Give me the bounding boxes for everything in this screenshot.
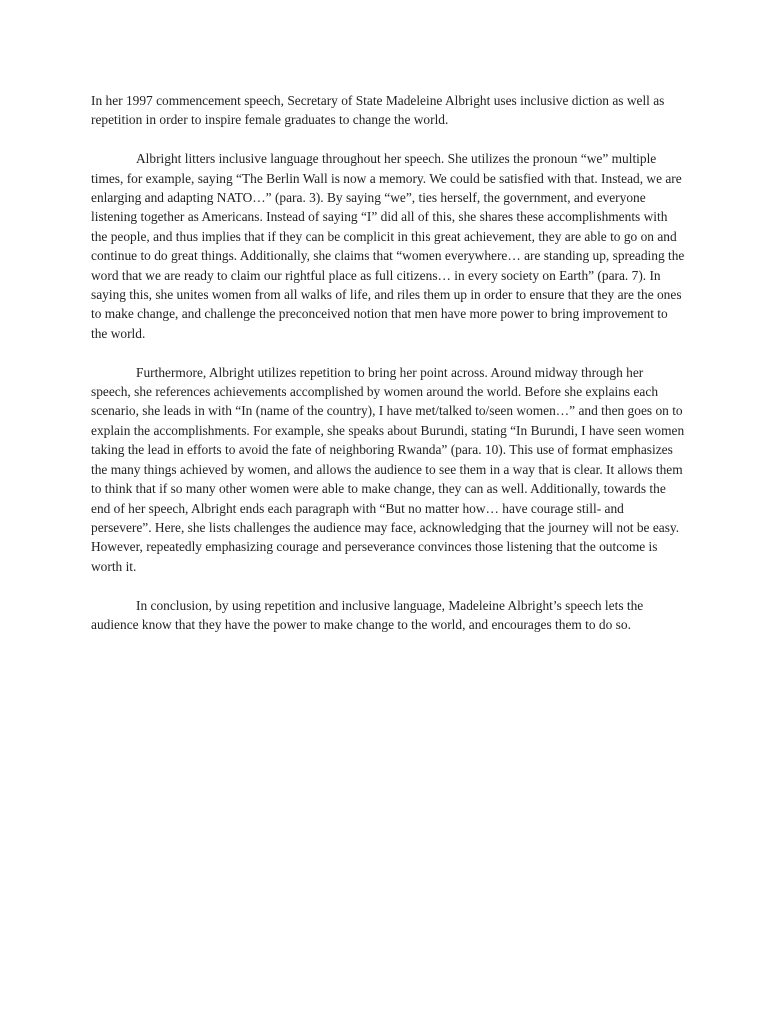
body-paragraph-repetition: Furthermore, Albright utilizes repetition to bring her point across. Around midway through her speech, she references achievements accomplished by women around the world. Before she explains each scenario, she leads in with “In (name of the country), I have met/talked to/seen women…” and then goes on to explain the accomplishments. For example, she speaks about Burundi, stating “In Burundi, I have seen women taking the lead in efforts to avoid the fate of neighboring Rwanda” (para. 10). This use of format emphasizes the many things achieved by women, and allows the audience to see them in a way that is clear. It allows them to think that if so many other women were able to make change, they can as well. Additionally, towards the end of her speech, Albright ends each paragraph with “But no matter how… have courage still- and persevere”. Here, she lists challenges the audience may face, acknowledging that the journey will not be easy. However, repeatedly emphasizing courage and perseverance convinces those listening that the outcome is worth it. bbox=[91, 364, 685, 574]
conclusion-paragraph: In conclusion, by using repetition and inclusive language, Madeleine Albright’s speech lets the audience know that they have the power to make change to the world, and encourages them to do so. bbox=[91, 597, 644, 632]
body-paragraph-inclusive-language: Albright litters inclusive language throughout her speech. She utilizes the pronoun “we” multiple times, for example, saying “The Berlin Wall is now a memory. We could be satisfied with that. Instead, we are enlarging and adapting NATO…” (para. 3). By saying “we”, ties herself, the government, and everyone listening together as Americans. Instead of saying “I” did all of this, she shares these accomplishments with the people, and thus implies that if they can be complicit in this great achievement, they are able to go on and continue to do great things. Additionally, she claims that “women everywhere… are standing up, spreading the word that we are ready to claim our rightful place as full citizens… in every society on Earth” (para. 7). In saying this, she unites women from all walks of life, and riles them up in order to ensure that they are the ones to make change, and challenge the preconceived notion that men have more power to bring improvement to the world. bbox=[91, 151, 685, 341]
document-body bbox=[91, 91, 685, 654]
intro-paragraph: In her 1997 commencement speech, Secretary of State Madeleine Albright uses inclusive diction as well as repetition in order to inspire female graduates to change the world. bbox=[91, 93, 665, 128]
